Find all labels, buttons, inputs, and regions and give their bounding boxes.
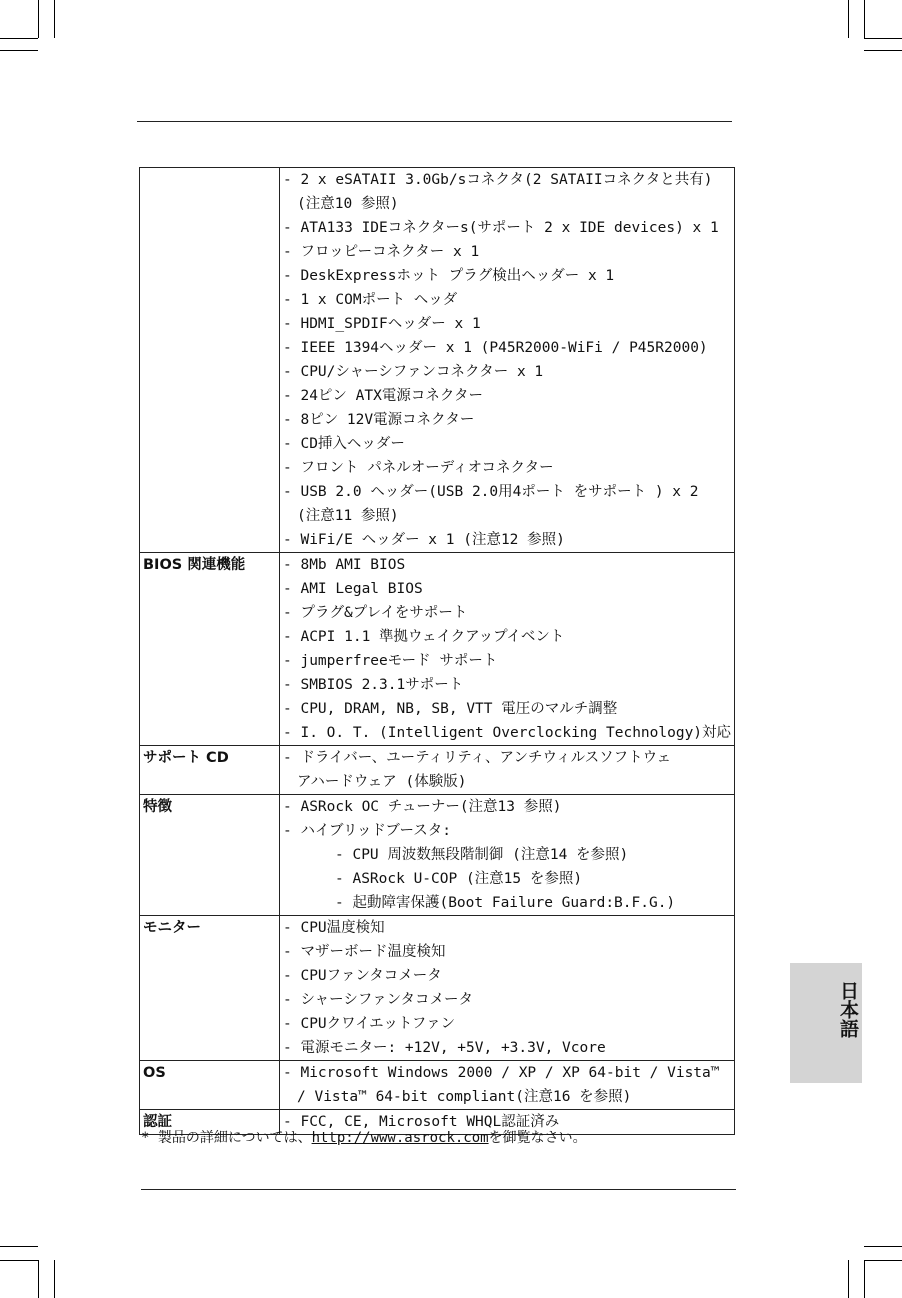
spec-line: - マザーボード温度検知 [283,944,446,960]
spec-line: - 2 x eSATAII 3.0Gb/sコネクタ(2 SATAIIコネクタと共有) [283,172,713,188]
spec-line: - フロッピーコネクター x 1 [283,244,480,260]
header-rule [137,121,732,122]
footnote-prefix: * 製品の詳細については、 [141,1130,312,1146]
spec-line: - プラグ&プレイをサポート [283,605,468,621]
spec-line: - CPU/シャーシファンコネクター x 1 [283,364,544,380]
crop-mark [38,1260,39,1298]
spec-line: - 電源モニター: +12V, +5V, +3.3V, Vcore [283,1040,606,1056]
spec-line: アハードウェア (体験版) [297,774,467,790]
spec-table [139,167,735,1135]
row-content [280,916,735,1061]
spec-line: (注意10 参照) [297,196,399,212]
row-label: モニター [140,916,280,1061]
spec-row-connectors [140,168,735,553]
spec-line: - HDMI_SPDIFヘッダー x 1 [283,316,481,332]
spec-line: - jumperfreeモード サポート [283,653,498,669]
spec-line: - USB 2.0 ヘッダー(USB 2.0用4ポート をサポート ) x 2 [283,484,699,500]
spec-line: - FCC, CE, Microsoft WHQL認証済み [283,1114,560,1130]
crop-mark [848,1260,849,1298]
spec-line: - CPUファンタコメータ [283,968,442,984]
row-label: 認証 [140,1110,280,1135]
crop-mark [864,50,902,51]
row-content [280,1061,735,1110]
crop-mark [0,1246,38,1247]
spec-line: - 8Mb AMI BIOS [283,557,406,573]
language-tab-label: 日本語 [837,981,859,1038]
footnote-link[interactable]: http://www.asrock.com [311,1130,489,1146]
spec-line: / Vista™ 64-bit compliant(注意16 を参照) [297,1089,632,1105]
spec-line: - WiFi/E ヘッダー x 1 (注意12 参照) [283,532,565,548]
spec-line: - CPU温度検知 [283,920,385,936]
spec-line: - CD挿入ヘッダー [283,436,405,452]
spec-row-bios [140,553,735,746]
footnote-suffix: を御覧なさい。 [488,1130,587,1146]
spec-line: - I. O. T. (Intelligent Overclocking Technology)対応 [283,725,732,741]
spec-line: - SMBIOS 2.3.1サポート [283,677,464,693]
spec-row-support-cd [140,746,735,795]
spec-line: - IEEE 1394ヘッダー x 1 (P45R2000-WiFi / P45R2000) [283,340,708,356]
row-label [140,168,280,553]
spec-line: - DeskExpressホット プラグ検出ヘッダー x 1 [283,268,615,284]
spec-line: - Microsoft Windows 2000 / XP / XP 64-bit / Vista™ [283,1065,720,1081]
row-label: 特徴 [140,795,280,916]
spec-line: - CPU, DRAM, NB, SB, VTT 電圧のマルチ調整 [283,701,618,717]
spec-line: - ドライバー、ユーティリティ、アンチウィルスソフトウェ [283,750,672,766]
spec-line: - 24ピン ATX電源コネクター [283,388,484,404]
spec-line: - CPUクワイエットファン [283,1016,456,1032]
language-tab [790,963,862,1083]
spec-row-monitor [140,916,735,1061]
spec-line: - シャーシファンタコメータ [283,992,474,1008]
spec-row-features [140,795,735,916]
spec-line: - ATA133 IDEコネクターs(サポート 2 x IDE devices) x 1 [283,220,719,236]
footer-rule [141,1189,736,1190]
crop-mark [54,0,55,38]
crop-mark [864,1246,902,1247]
spec-line: - 8ピン 12V電源コネクター [283,412,475,428]
row-label: OS [140,1061,280,1110]
footnote [141,1127,587,1147]
crop-mark [0,50,38,51]
row-content [280,795,735,916]
crop-mark [0,1260,38,1261]
spec-line: - ハイブリッドブースタ: [283,823,451,839]
spec-line: - ACPI 1.1 準拠ウェイクアップイベント [283,629,565,645]
row-label: BIOS 関連機能 [140,553,280,746]
spec-line: - CPU 周波数無段階制御 (注意14 を参照) [335,847,629,863]
crop-mark [0,38,38,39]
crop-mark [54,1260,55,1298]
spec-line: - ASRock OC チューナー(注意13 参照) [283,799,562,815]
row-content [280,168,735,553]
row-content [280,746,735,795]
spec-line: - ASRock U-COP (注意15 を参照) [335,871,583,887]
crop-mark [864,1260,902,1261]
spec-line: (注意11 参照) [297,508,399,524]
crop-mark [848,0,849,38]
crop-mark [864,1260,865,1298]
crop-mark [864,0,865,38]
spec-line: - 起動障害保護(Boot Failure Guard:B.F.G.) [335,895,676,911]
spec-line: - 1 x COMポート ヘッダ [283,292,458,308]
spec-row-os [140,1061,735,1110]
row-content [280,553,735,746]
spec-line: - フロント パネルオーディオコネクター [283,460,554,476]
crop-mark [38,0,39,38]
crop-mark [864,38,902,39]
row-label: サポート CD [140,746,280,795]
spec-line: - AMI Legal BIOS [283,581,423,597]
